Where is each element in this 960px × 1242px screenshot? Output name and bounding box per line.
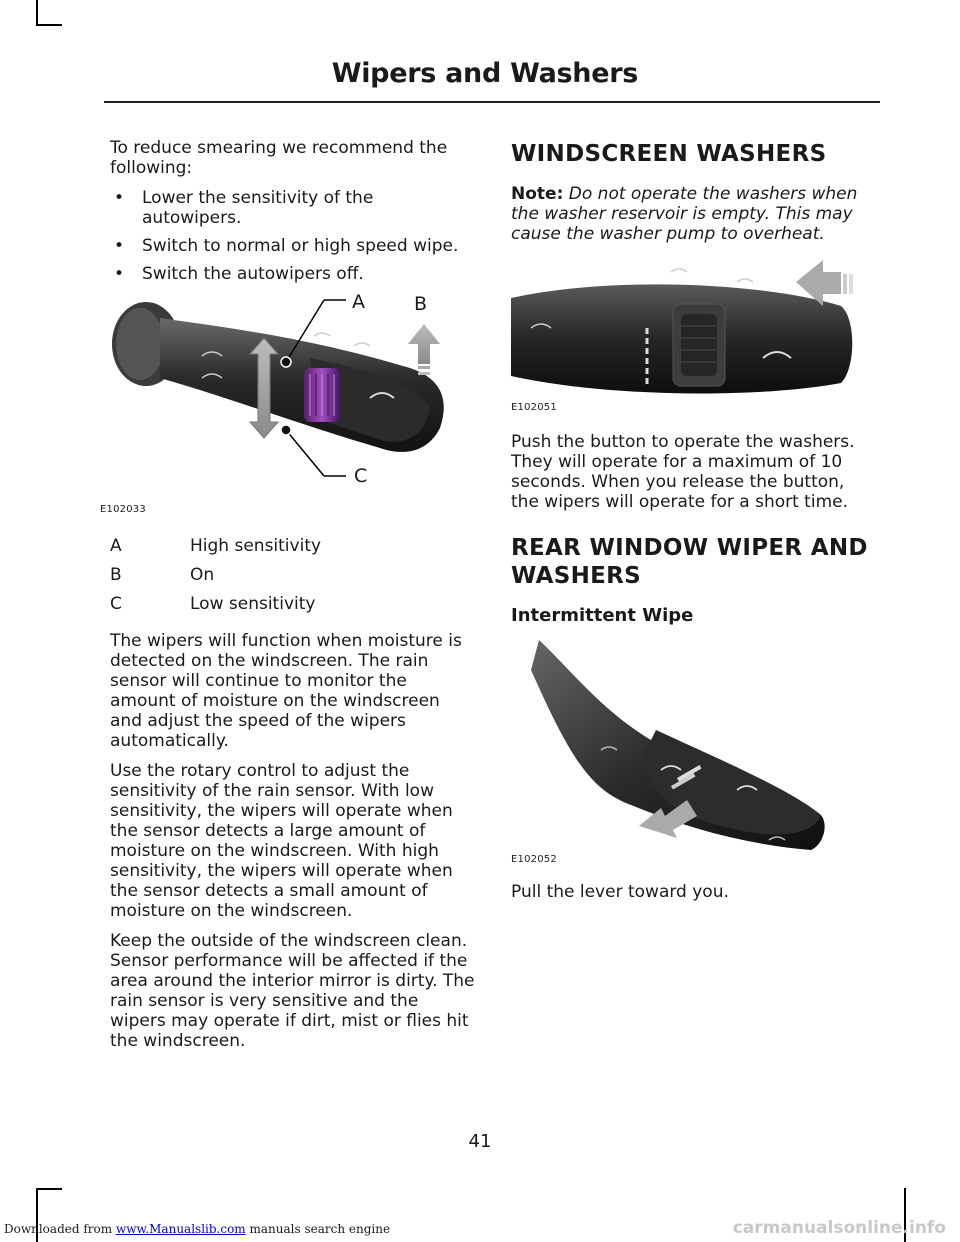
figure-code: E102051 — [511, 402, 557, 413]
watermark: carmanualsonline.info — [732, 1218, 946, 1238]
paragraph: Keep the outside of the windscreen clean. Sensor performance will be affected if the area around the interior mirror is dirty. The rain sensor is very sensitive and the wipers may operate if dirt, mist or flies hit the windscreen. — [110, 931, 475, 1051]
bullet-item: • Switch the autowipers off. — [110, 264, 476, 284]
paragraph: Use the rotary control to adjust the sensitivity of the rain sensor. With low sensitivity, the wipers will operate when the sensor detects a large amount of moisture on the windscreen. With high sensitivity, the wipers will operate when the sensor detects a small amount of moisture on the windscreen. — [110, 761, 453, 921]
left-column — [100, 138, 476, 1051]
section-heading: WINDSCREEN WASHERS — [511, 141, 827, 167]
page-title: Wipers and Washers — [331, 58, 638, 89]
sub-heading: Intermittent Wipe — [511, 605, 694, 626]
legend-text: High sensitivity — [190, 536, 322, 556]
legend-row — [110, 565, 476, 594]
figure-code: E102033 — [100, 504, 146, 515]
legend-text: On — [190, 565, 215, 585]
bullet-list — [110, 188, 476, 284]
page-number: 41 — [468, 1131, 492, 1152]
footer-suffix: manuals search engine — [245, 1222, 391, 1236]
note — [511, 184, 877, 244]
section-heading: WASHERS — [511, 563, 642, 589]
paragraph: The wipers will function when moisture is detected on the windscreen. The rain sensor will continue to monitor the amount of moisture on the windscreen and adjust the speed of the wipers automatically. — [110, 631, 462, 751]
note-label: Note: — [511, 184, 564, 204]
section-heading: REAR WINDOW WIPER AND — [511, 535, 868, 561]
footer-prefix: Downloaded from — [4, 1222, 116, 1236]
footer-link[interactable]: www.Manualslib.com — [115, 1222, 246, 1236]
rear-wiper-stalk-illustration — [511, 640, 877, 858]
wiper-stalk-illustration — [110, 298, 476, 508]
legend-text: Low sensitivity — [190, 594, 316, 614]
legend-row — [110, 536, 476, 565]
washer-stalk-illustration — [511, 258, 877, 408]
legend-row — [110, 594, 476, 623]
note-text: Do not operate the washers when the washer reservoir is empty. This may cause the washer pump to overheat. — [511, 184, 858, 244]
callout-c: C — [354, 465, 368, 487]
rear-wiper-figure — [511, 640, 877, 870]
right-column — [511, 138, 877, 902]
crop-mark — [36, 0, 38, 26]
legend-letter: A — [110, 536, 122, 556]
callout-b: B — [414, 293, 428, 315]
legend-letter: B — [110, 565, 122, 585]
header-rule — [104, 101, 880, 103]
legend-table — [110, 536, 476, 623]
crop-mark — [36, 24, 62, 26]
washer-figure — [511, 258, 877, 418]
paragraph: Push the button to operate the washers. They will operate for a maximum of 10 seconds. When you release the button, the wipers will operate for a short time. — [511, 432, 855, 512]
footer — [4, 1222, 390, 1236]
paragraph: Pull the lever toward you. — [511, 882, 729, 902]
rain-sensor-figure — [100, 291, 476, 520]
bullet-item: • Lower the sensitivity of the autowipers. — [110, 188, 476, 228]
intro-text: To reduce smearing we recommend the following: — [110, 138, 448, 178]
figure-code: E102052 — [511, 854, 557, 865]
callout-a: A — [352, 291, 365, 313]
legend-letter: C — [110, 594, 122, 614]
crop-mark — [36, 1188, 62, 1190]
bullet-item: • Switch to normal or high speed wipe. — [110, 236, 476, 256]
